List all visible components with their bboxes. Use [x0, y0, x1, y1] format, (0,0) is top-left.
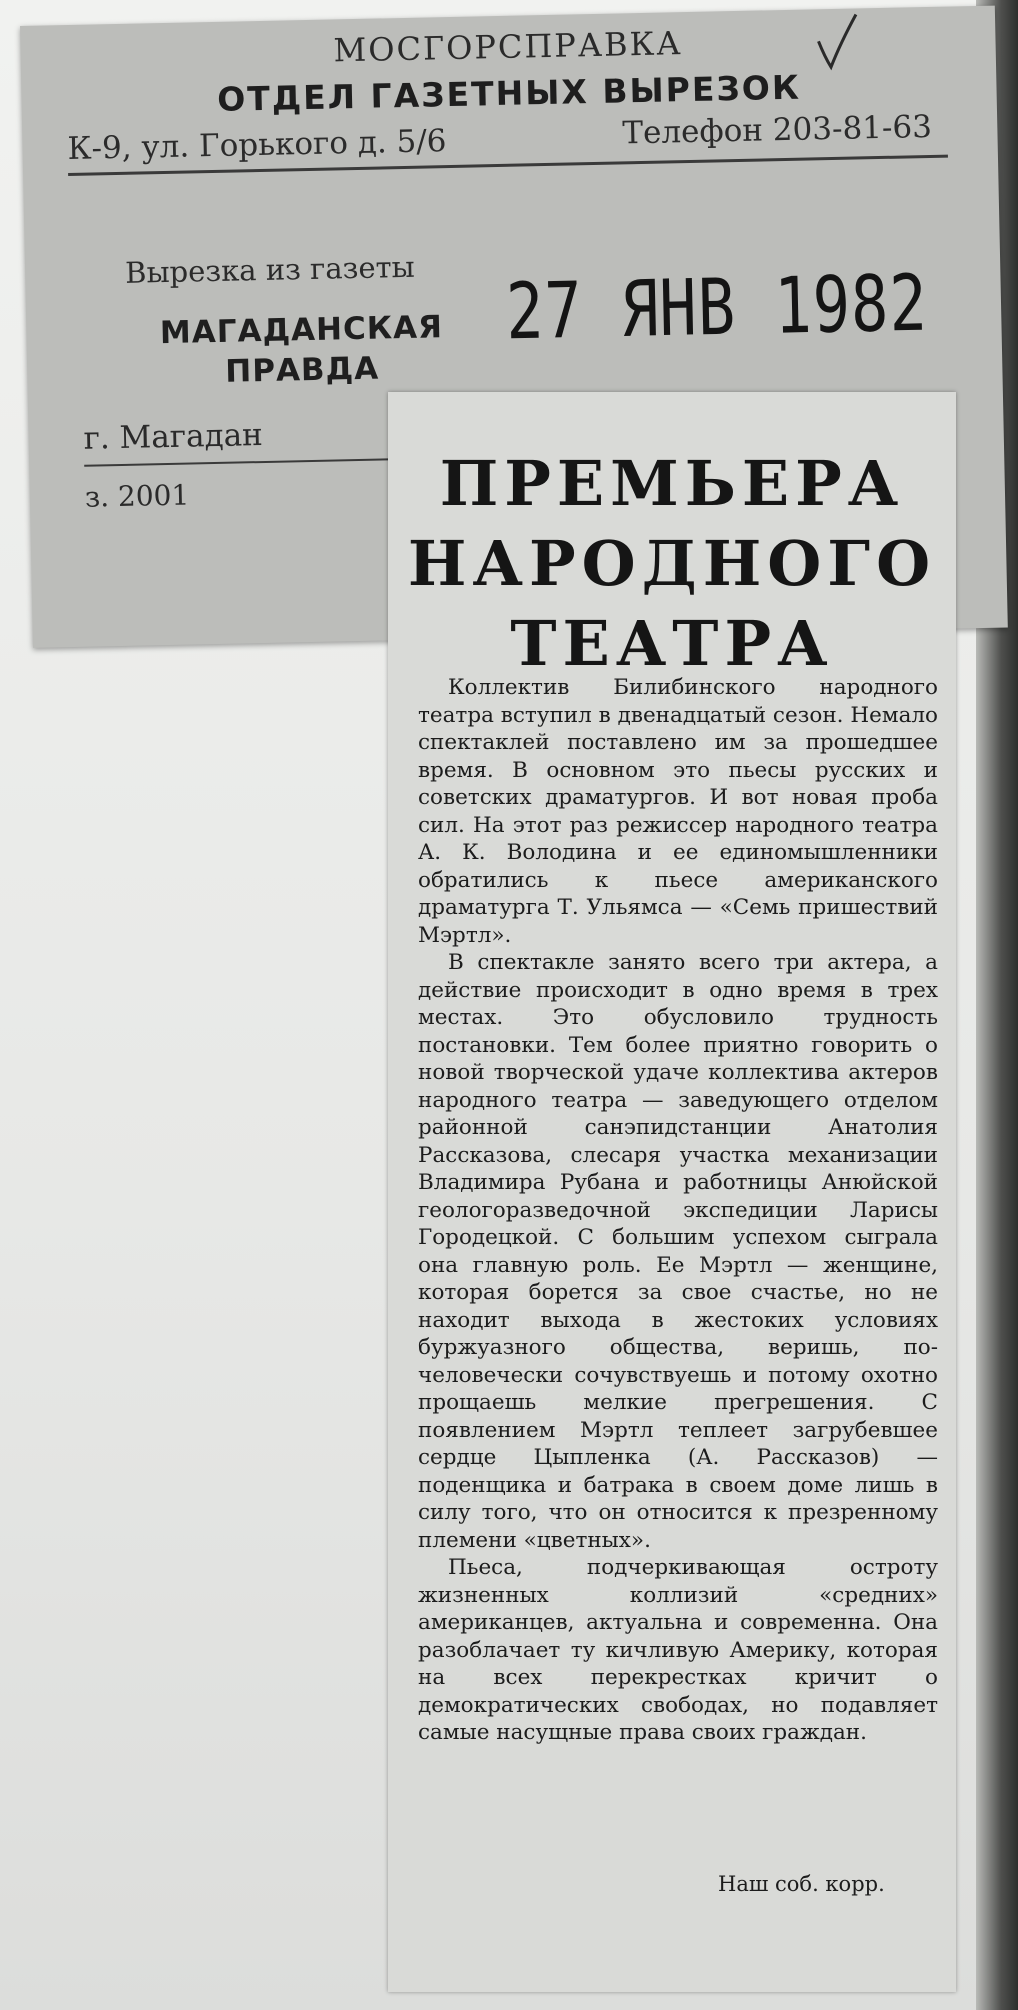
article-paragraph: Пьеса, подчеркивающая остроту жизненных коллизий «средних» американцев, актуальна и современна. Она разоблачает ту кичливую Америку, которая на всех перекрестках кричит о демократических свободах, но подавляет самые насущные права своих граждан. — [418, 1555, 938, 1745]
clipping-label: Вырезка из газеты — [124, 249, 416, 290]
agency-phone: Телефон 203-81-63 — [622, 108, 933, 152]
headline-line-3: ТЕАТРА — [510, 607, 834, 680]
article-paragraph: В спектакле занято всего три актера, а действие происходит в одно время в трех местах. Это обусловило трудность постановки. Тем более приятно говорить о новой творческой удаче коллектива актеров народного театра — заведующего отделом районной санэпидстанции Анатолия Рассказова, слесаря участка механизации Владимира Рубана и работницы Анюйской геологоразведочной экспедиции Ларисы Городецкой. С большим успехом сыграла она главную роль. Ее Мэртл — женщине, которая борется за свое счастье, но не находит выхода в жестоких условиях буржуазного общества, веришь, по-человечески сочувствуешь и потому охотно прощаешь мелкие прегрешения. С появлением Мэртл теплеет загрубевшее сердце Цыпленка (А. Рассказов) — поденщика и батрака в своем доме лишь в силу того, что он относится к презренному племени «цветных». — [418, 950, 938, 1553]
department-name: ОТДЕЛ ГАЗЕТНЫХ ВЫРЕЗОК — [216, 67, 802, 119]
article-clipping — [388, 392, 956, 1992]
headline-line-1: ПРЕМЬЕРА — [439, 447, 905, 520]
article-body — [418, 674, 938, 1747]
article-byline: Наш соб. корр. — [718, 1872, 885, 1896]
agency-address: К-9, ул. Горького д. 5/6 — [67, 123, 447, 168]
date-stamp: 27 ЯНВ 1982 — [505, 257, 929, 358]
order-number: з. 2001 — [84, 478, 190, 514]
article-headline — [388, 444, 956, 684]
city-rule — [84, 458, 414, 467]
headline-line-2: НАРОДНОГО — [407, 527, 937, 600]
newspaper-name: МАГАДАНСКАЯ ПРАВДА — [159, 309, 444, 390]
agency-name: МОСГОРСПРАВКА — [333, 24, 683, 70]
newspaper-city: г. Магадан — [83, 417, 264, 457]
checkmark-icon — [810, 12, 861, 73]
article-paragraph: Коллектив Билибинского народного театра вступил в двенадцатый сезон. Немало спектаклей поставлено им за прошедшее время. В основном это пьесы русских и советских драматургов. И вот новая проба сил. На этот раз режиссер народного театра А. К. Володина и ее единомышленники обратились к пьесе американского драматурга Т. Ульямса — «Семь пришествий Мэртл». — [418, 675, 938, 948]
